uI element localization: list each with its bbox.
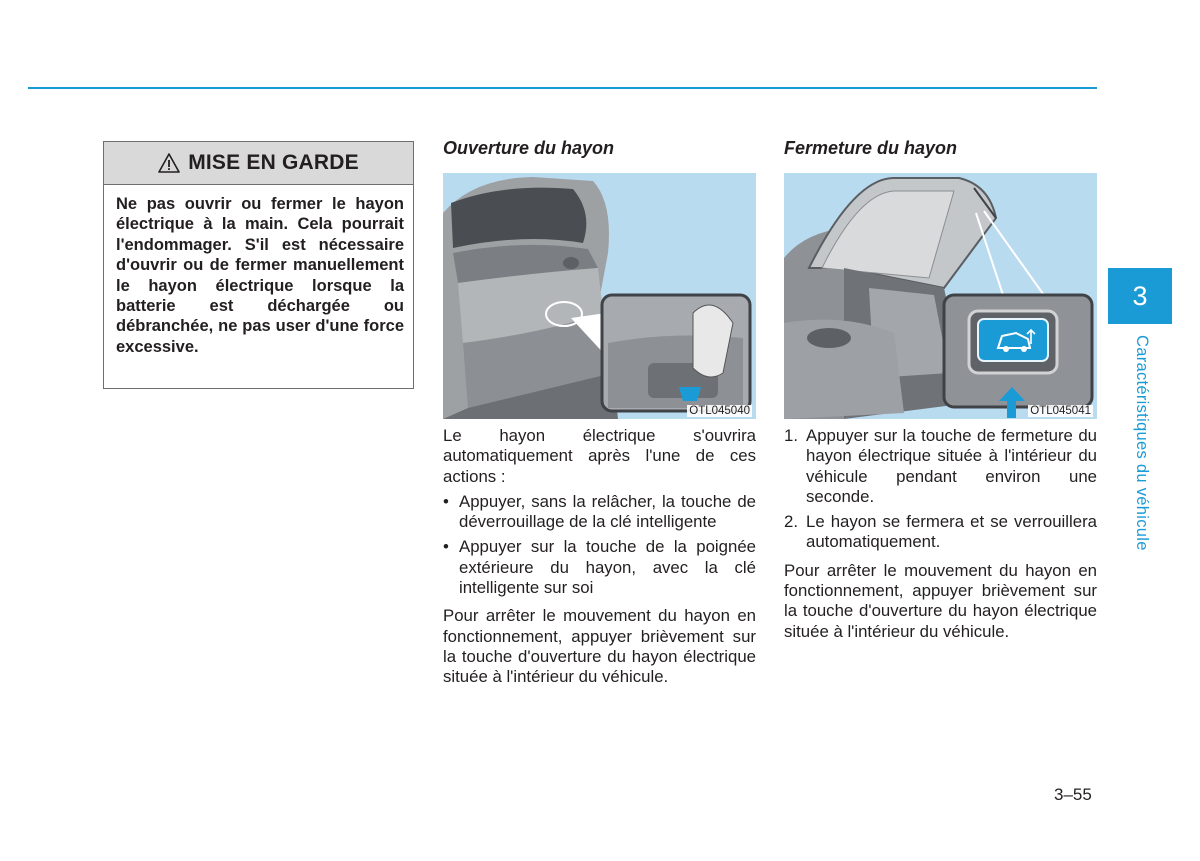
tailgate-close-illustration [784,173,1097,419]
caution-header [104,142,413,185]
closing-section [784,137,1097,642]
step-text: Appuyer sur la touche de fermeture du hayon électrique située à l'intérieur du véhicule pendant environ une seconde. [806,426,1097,506]
list-item [443,537,756,598]
figure-code: OTL045041 [1030,405,1091,417]
closing-stop-note: Pour arrêter le mouvement du hayon en fonctionnement, appuyer brièvement sur la touche d'ouverture du hayon électrique située à l'intérieur du véhicule. [784,560,1097,641]
opening-figure [443,173,756,419]
chapter-tab [1108,268,1172,324]
list-item [784,426,1097,507]
opening-intro: Le hayon électrique s'ouvrira automatiquement après l'une de ces actions : [443,426,756,486]
bullet: • [443,537,449,557]
closing-heading: Fermeture du hayon [784,138,958,158]
warning-triangle-icon [158,153,180,173]
list-item [784,512,1097,553]
step-number: 2. [784,512,798,532]
closing-figure [784,173,1097,419]
list-item [443,492,756,533]
chapter-side-label [1125,335,1155,565]
chapter-title: Caractéristiques du véhicule [1133,335,1151,551]
bullet: • [443,491,449,511]
caution-text: Ne pas ouvrir ou fermer le hayon électrique à la main. Cela pourrait l'endommager. S'il est nécessaire d'ouvrir ou de fermer manuellement le hayon électrique lorsque la batterie est déchargée ou débranchée, ne pas user d'une force excessive. [116,195,404,356]
page-number: 3–55 [1054,785,1092,804]
header-rule [28,87,1097,89]
bullet-text: Appuyer, sans la relâcher, la touche de déverrouillage de la clé intelligente [459,491,756,532]
figure-code: OTL045040 [689,405,750,417]
caution-box [103,141,414,389]
step-number: 1. [784,426,798,445]
bullet-text: Appuyer sur la touche de la poignée extérieure du hayon, avec la clé intelligente sur soi [459,537,756,598]
step-text: Le hayon se fermera et se verrouillera automatiquement. [806,512,1097,552]
tailgate-handle-illustration [443,173,756,419]
opening-stop-note: Pour arrêter le mouvement du hayon en fonctionnement, appuyer brièvement sur la touche d'ouverture du hayon électrique située à l'intérieur du véhicule. [443,606,756,687]
opening-section [443,137,756,688]
caution-title: MISE EN GARDE [188,151,359,174]
chapter-number: 3 [1132,280,1148,311]
opening-heading: Ouverture du hayon [443,138,615,158]
